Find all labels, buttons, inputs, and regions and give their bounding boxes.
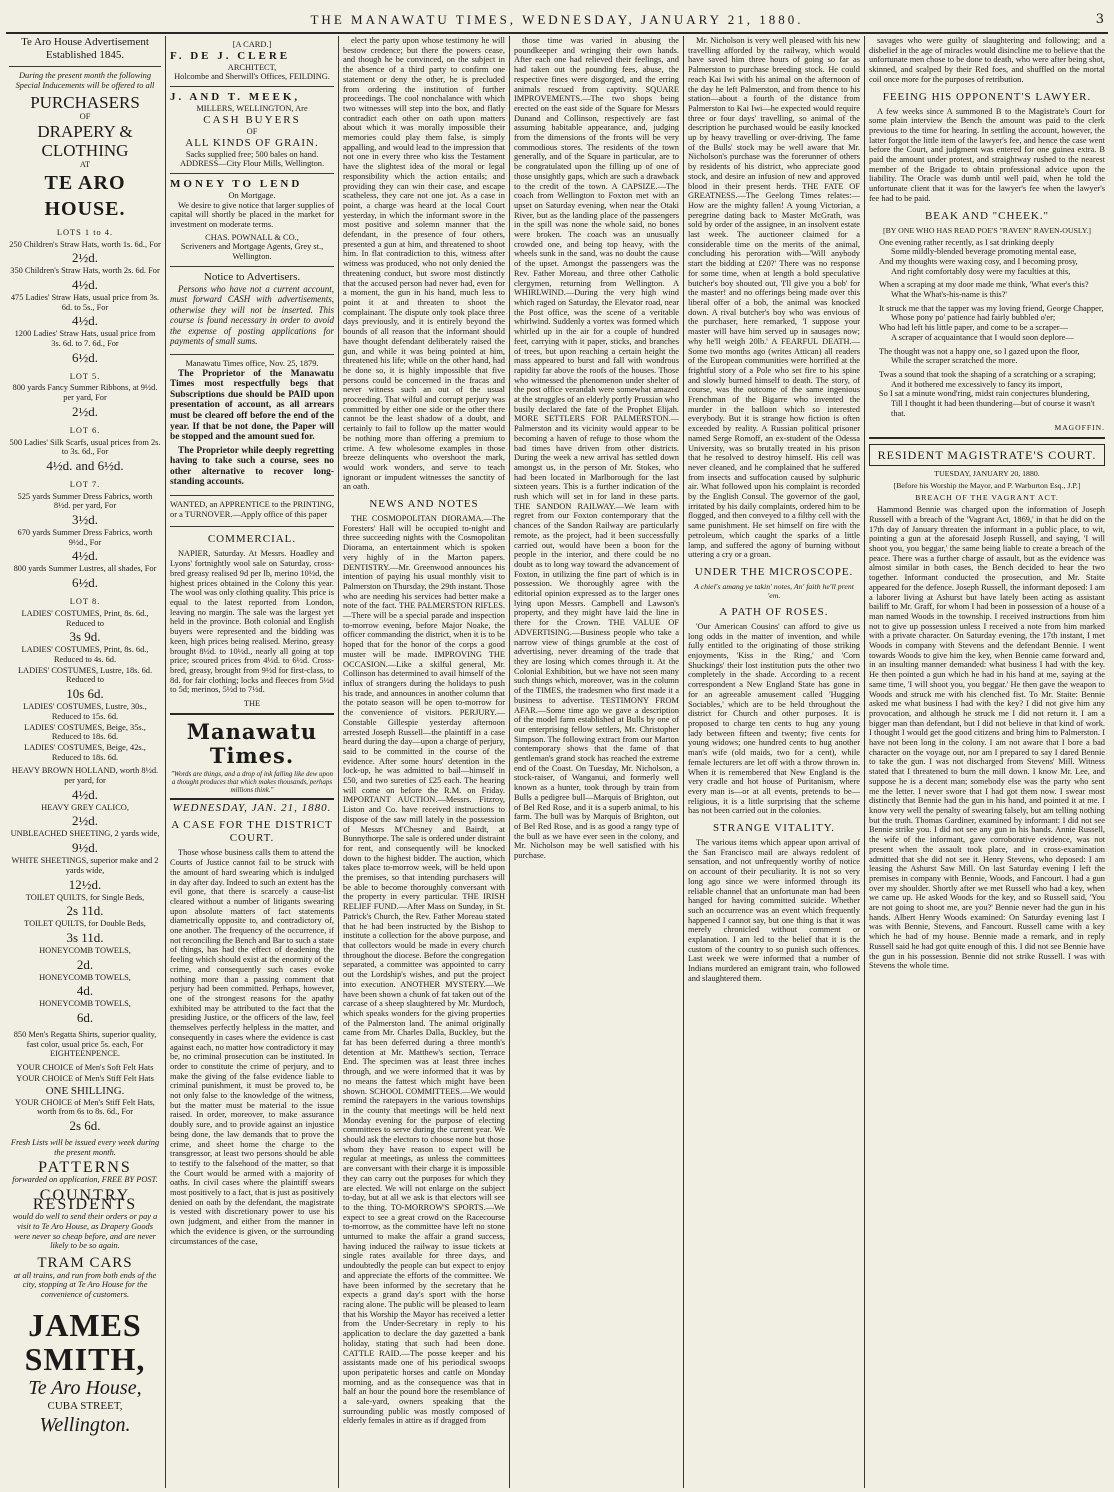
card-label: [A CARD.] (232, 40, 272, 49)
lot-item: LADIES' COSTUMES, Lustre, 30s., Reduced to 15s. 6d. (23, 702, 147, 721)
lot-item: LADIES' COSTUMES, Beige, 42s., Reduced to 18s. 6d. (24, 742, 146, 762)
card-clere (170, 36, 334, 87)
poem-stanza (869, 347, 1105, 366)
lot-heading: LOT 7. (69, 479, 101, 489)
lot-price: 4½d. (72, 276, 98, 292)
advert-signature-city: Wellington. (39, 1413, 131, 1436)
poem-line: When a scraping at my door made me think, 'What ever's this? (879, 280, 1089, 290)
notice-heading: Notice to Advertisers. (203, 270, 301, 283)
advert-heading: Te Aro House Advertisement (21, 36, 149, 48)
money-signature-address: Scriveners and Mortgage Agents, Grey st., Wellington. (180, 242, 324, 262)
item-text: A few weeks since A summoned B to the Magistrate's Court for some plain interview the Bench the amount was paid to the clerk previous to the time for hearing. In settling the account, however, the latter forgot the little item of the lawyer's fee, and hence the case went before the Court, and judgment was entered for one guinea extra. B paid the amount under protest, and straightway rushed to the nearest member of the Brigade to obtain professional advice upon the liability. The Oracle was dumb until well paid, when he told the unfortunate client that it was for the lawyer's fee when the lawyer's fee had to be paid. (869, 106, 1105, 203)
section-heading: UNDER THE MICROSCOPE. (694, 565, 854, 578)
lot-price: 2½d. (72, 250, 98, 266)
money-text: We desire to give notice that larger supplies of capital will shortly be placed in the market for investment on moderate terms. (170, 200, 334, 230)
card-name: F. DE J. CLERE (170, 49, 291, 62)
card-cash-buyers: CASH BUYERS (203, 113, 301, 126)
page-number: 3 (1095, 12, 1104, 27)
lot-price: 2s 11d. (66, 903, 104, 919)
lot-price: 4½d. (72, 548, 98, 564)
poem-line: One evening rather recently, as I sat drinking deeply (879, 237, 1055, 247)
lot-item: 250 Children's Straw Hats, worth 1s. 6d., For (9, 239, 161, 249)
lot-price: 6½d. (72, 575, 98, 591)
card-role: ARCHITECT, (227, 62, 277, 72)
poem-stanza (869, 304, 1105, 343)
column-article-news (340, 36, 508, 1488)
lot-heading: LOTS 1 to 4. (56, 227, 114, 237)
lot-item: LADIES' COSTUMES, Print, 8s. 6d., Reduced to (21, 608, 149, 628)
card-address: ADDRESS—City Flour Mills, Wellington. (179, 159, 325, 169)
times-notice-heading: Manawatu Times office, Nov. 25, 1879. (185, 358, 319, 368)
lot-price: 2d. (76, 956, 94, 972)
lot-heading: LOT 5. (69, 371, 101, 381)
card-address: Holcombe and Sherwill's Offices, FEILDING. (174, 72, 330, 82)
lot-item: 670 yards Summer Dress Fabrics, worth 9½d., For (17, 528, 153, 547)
advert-tram: TRAM CARS (37, 1255, 133, 1271)
advert-house: TE ARO HOUSE. (44, 171, 126, 220)
court-text: Hammond Bennie was charged upon the information of Joseph Russell with a breach of the 'Vagrant Act, 1869,' in that he did on the 17th day of January threaten the informant in a public place, to wit, pointing a gun at the aforesaid Joseph Russell, and saying, 'I will shoot you, you beggar,' the same being liable to create a breach of the peace. There was a further charge of assault, but as the evidence was almost similar in both cases, the Bench decided to hear the two together. Informant conducted the prosecution, and Mr. Staite appeared for the defence. Joseph Russell, the informant deposed: I am a laborer living at Ashurst but have lately been acting as assistant bailiff to Mr. Graff, for whom I had been in possession of a house of a man named Woods in the township. I received instructions from him not to give up possession unless I received a note from him marked with a private character. On Saturday evening, the 17th instant, I met Woods in company with Stevens and the defendant Bennie. I went towards Woods to give him the key, when Bennie came forward and, in an insulting manner demanded: what business I had with the key. He then pointed a gun which he had in his hand at me, saying at the same time, 'I will shoot you, you beggar.' He then gave the weapon to Woods and struck me with his clenched fist. To Mr. Staite: Bennie asked me what business I had with the key? I did not give him any provocation, and although he struck me I did not return it. I am a bigger man than defendant, but I did not believe in that kind of work. I thought I would get the good citizens and bring him to Palmerston. I have not been long in the colony. I am not aware that I bore a bad character on the voyage out, nor am I prepared to say I dared Bennie to take the gun. I was not discharged from Stevens' Mill. Witness stated that I threatened to burn the mill down. I know Mr. Lee, and suppose he is a decent man; somebody else was the party who sent me the letter. I never swore that I had got them now. I swear most distinctly that Bennie had the gun in his hand, and pointed it at me. I know very well the penalty of swearing falsely, but am telling nothing but the truth. Thomas Gardiner, examined by informant: I did not see Bennie strike you. I did not see any gun in his hands. Annie Russell, the wife of the informant, gave corroborative evidence, was not present when the assault took place, and in cross-examination admitted that she did not see it. Henry Stevens, who deposed: I am leasing the Ashurst Saw Mill. On last Saturday evening I left the premises in company with Bennie, Woods, and Fancourt. I had a gun over my shoulder. Shortly after we met Russell who had a key, when we came up. He asked Woods for the key, and so Russell said, 'You are not going to shoot me, are you?' Bennie never had the gun in his hands. Albert Henry Woods examined: On Saturday evening last I was with Bennie, Stevens, and Fancourt. Russell came with a key which he had of my house. Bennie made a remark, and in reply Russell said he had got quite enough of this. I did not see Bennie have the gun in his possession. Bennie did not strike Russell. I was with Stevens the whole time. (869, 505, 1105, 971)
poem-stanza (869, 238, 1105, 277)
card-of: OF (246, 126, 258, 136)
lot-price: 3½d. (72, 512, 98, 528)
card-role: MILLERS, WELLINGTON, Are (196, 104, 308, 114)
poem-line: The thought was not a happy one, so I gazed upon the floor, (879, 346, 1080, 356)
running-header (6, 4, 1108, 34)
lot-item: YOUR CHOICE of Men's Stiff Felt Hats (16, 1073, 154, 1083)
advert-intro: During the present month the following Special Inducements will be offered to all (15, 71, 155, 90)
lot-price: 2s 6d. (69, 1117, 101, 1133)
lot-price: 3s 9d. (69, 629, 101, 645)
lot-price: 10s 6d. (66, 686, 104, 702)
paper-title: Manawatu Times. (170, 713, 334, 768)
column-rule (509, 36, 510, 1488)
lot-item: HEAVY BROWN HOLLAND, worth 8½d. per yard, for (11, 766, 159, 786)
lot-price: 4d. (76, 983, 94, 999)
court-date: TUESDAY, JANUARY 20, 1880. (934, 469, 1040, 479)
poem-line: So I sat a minute wond'ring, midst rain conjectures blundering, (879, 389, 1090, 399)
lot-item: TOILET QUILTS, for Double Beds, (24, 919, 146, 929)
poem-line: Twas a sound that took the shaping of a scratching or a scraping; (879, 369, 1096, 379)
poem-line: It struck me that the tapper was my loving friend, George Chapper, (879, 303, 1104, 313)
poem-subheading: [BY ONE WHO HAS READ POE'S "RAVEN" RAVEN-OUSLY.] (883, 225, 1091, 235)
lot-item: LADIES' COSTUMES, Print, 8s. 6d., Reduced to 4s. 6d. (21, 645, 149, 664)
paper-the: THE (243, 699, 261, 709)
lot-price: 4½d. and 6½d. (46, 457, 124, 473)
lot-heading: LOT 6. (69, 425, 101, 435)
money-signature: CHAS. POWNALL & CO., (205, 232, 299, 242)
advert-tram-text: at all trains, and run from both ends of the city, stopping at Te Aro House for the convenience of customers. (13, 1270, 157, 1300)
poem-line: Whose pony po' patience had fairly bubbled o'er; (891, 313, 1056, 323)
lot-item: HEAVY GREY CALICO, (41, 802, 129, 812)
article-heading: A CASE FOR THE DISTRICT COURT. (171, 819, 333, 845)
lot-price: 2½d. (72, 813, 98, 829)
times-notice-text: The Proprietor of the Manawatu Times most respectfully begs that Subscriptions due should be PAID upon presentation of account, as all arrears must be cleared off before the end of the year. If that be not done, the Paper will be stopped and the amount sued for. (170, 368, 334, 443)
advert-patterns: PATTERNS (38, 1159, 132, 1177)
commercial-text: NAPIER, Saturday. At Messrs. Hoadley and Lyons' fortnightly wool sale on Saturday, cross-bred greasy realised 9d per lb, merino 10½d, the highest prices obtained in the Colony this year. The wool was only clothing quality. This price is equal to the latest reported from London, leaving no margin. The sale was the largest yet held in the province. Both colonial and English buyers were represented and the bidding was keen, high prices being realised. Merino, greasy brought 8½d. to 10½d., nearly all going at top price; scoured prices from 4½d. to 6½d. Cross-bred, greasy, brought from 9½d for first-class, to 8d. for fair clothing; locks and fleeces from 5½d to 5d; merinos, 5½d to 7½d. (170, 549, 334, 695)
lot-item: HONEYCOMB TOWELS, (39, 945, 131, 955)
advert-purchasers: PURCHASERS (30, 93, 140, 113)
advert-of: OF (79, 112, 91, 122)
advert-signature: JAMES SMITH, (24, 1306, 146, 1377)
lot-item: HONEYCOMB TOWELS, (39, 972, 131, 982)
column-te-aro-advert (6, 36, 164, 1488)
lot-item: 800 yards Fancy Summer Ribbons, at 9½d. per yard, For (12, 383, 158, 403)
lot-item: YOUR CHOICE of Men's Soft Felt Hats (16, 1063, 154, 1073)
card-meek (170, 87, 334, 174)
section-motto: A chiel's amang ye takin' notes, An' faith he'll prent 'em. (694, 581, 854, 600)
commercial-heading: COMMERCIAL. (207, 533, 297, 546)
advert-established: Established 1845. (45, 49, 125, 61)
paper-motto: "Words are things, and a drop of ink falling like dew upon a thought produces that which makes thousands, perhaps millions think." (170, 770, 334, 800)
lot-item: LADIES' COSTUMES, Lustre, 18s. 6d. Reduced to (17, 665, 153, 685)
lot-price: ONE SHILLING. (45, 1084, 125, 1097)
card-grain: ALL KINDS OF GRAIN. (185, 136, 319, 149)
poem-line: And it bothered me excessively to fancy its import, (891, 379, 1063, 389)
article-text: Those whose business calls them to attend the Courts of Justice cannot fail to be struck with the amount of hard swearing which is indulged in day after day. Indeed to such an extent has the evil gone, that there is scarcely a cause-list cleared without a number of litigants swearing upon absolute matters of fact statements diametrically opposite to, and contradictory of, one another. The frequency of the occurrence, if not reconciling the Bench and Bar to such a state of things, has had the effect of deadening the feeling which should exist at the enormity of the crime, and consequently such cases evoke nothing more than a passing comment that perjury had been committed. Perhaps, however, one of the strongest reasons for the apathy exhibited may be attributed to the fact that the presiding Justice, or the officers of the law, feel themselves perfectly helpless in the matter, and consequently in cases where the evidence is cast against each, no matter how contradictory it may be, no criminal prosecution can be instituted. In order to constitute the crime of perjury, and to make the giving of the false evidence liable to criminal punishment, it must be proved to, be not only false to the knowledge of the witness, but the matter must be material to the issue raised. In order, moreover, to make assurance doubly sure, and to provide against an injustice being done, the law demands that to prove the crime, and sheet home the charge to the transgressor, at least two persons should be able to testify to the falsehood of the matter, so that the Court would be armed with a majority of oaths. In civil cases where the plaintiff swears most positively to a fact, that is just as positively denied on oath by the defendant, the magistrate is vested with discretionary power to use his own judgment, and either from the manner in which the evidence is given, or the surrounding circumstances of the case, (170, 848, 334, 1246)
advert-country: COUNTRY RESIDENTS (32, 1186, 138, 1214)
lot-item: 350 Children's Straw Hats, worth 2s. 6d. For (10, 266, 160, 276)
times-notice (170, 355, 334, 496)
lot-item: 500 Ladies' Silk Scarfs, usual prices from 2s. to 3s. 6d., For (9, 437, 161, 457)
item-heading: A PATH OF ROSES. (719, 605, 829, 618)
poem-line: And right comfortably dosy were my faculties at this, (891, 266, 1071, 276)
lot-item: HONEYCOMB TOWELS, (39, 999, 131, 1009)
lot-item: TOILET QUILTS, for Single Beds, (25, 892, 145, 902)
advert-patterns-sub: forwarded on application, FREE BY POST. (12, 1175, 158, 1185)
lot-price: 9½d. (72, 840, 98, 856)
poem-heading: BEAK AND "CHEEK." (924, 209, 1050, 222)
card-money (170, 174, 334, 267)
news-text: Mr. Nicholson is very well pleased with his new travelling afforded by the railway, which would have saved him three hours of going so far as Palmerston to purchase breeding stock. He could reach Kai Iwi with his animal on the afternoon of the day he left Palmerston, and from thence to his station—about a fourth of the distance from Palmerston to Kai Iwi—he expected would require three or four days' travelling, so animal of the description he purchased would be easily knocked up by heavy travelling or over-driving. The fame of the Bulls' stock may be well aware that Mr. Nicholson's purchase was the forerunner of others by residents of his district, who appreciate good stock, and desire an infusion of new and approved blood in their present herds. THE FATE OF GREATNESS.—The Geelong Times relates:—How are the mighty fallen! A young Victorian, a peregrine dating back to Master McGrath, was sold by order of the assignee, in an insolvent estate last week. The auctioneer claimed for a considerable time on the merits of the animal, concluding his peroration with—'Will anybody start the bidding at £20?' There was no response for some time, when at length a bold speculative butcher's boy shouted out, 'I'll give you a bob' for the master! and no offerings being made over this liberal offer of a bob, the animal was knocked down. A rival butcher's boy who was envious of the purchaser, here remarked, 'I suppose your master will have him served up in sausages now; why he'll weigh 20lb.' A FEARFUL DEATH.—Some two months ago (writes Attican) all readers of the European communities were horrified at the frightful story of a Pole who set fire to his spine and slowly burned himself to death. The story, of course, was the outcome of the same ingenious Frenchman of the Bigarre who invented the murder in the balloon which so interested everybody. But it is strange how fiction is often exceeded by reality. A Russian political prisoner named Serge Romoff, an ex-student of the Odessa University, was so brutally treated in his prison that he resolved to destroy himself. His cell was never cleaned, and he complained that he suffered from insects and suffocation caused by sulphuric air. What followed upon his complaint is recorded by the English Consul. The governor of the gaol, irritated by his daily complaints, ordered him to be flogged, and then conveyed to a filthy cell with the same punishment. He set himself on fire with the petroleum, which caught the sparks of a little lamp, and suffered the agony of burning without uttering a cry or a groan. (688, 36, 860, 560)
column-court (866, 36, 1108, 1488)
lot-price: 6½d. (72, 349, 98, 365)
lot-item: 475 Ladies' Straw Hats, usual price from 3s. 6d. to 5s., For (10, 292, 160, 312)
poem-line: A scraper of acquaintance that I would soon deplore— (891, 332, 1074, 342)
news-text: THE COSMOPOLITAN DIORAMA.—The Foresters' Hall will be occupied to-night and three succeeding nights with the Cosmopolitan Diorama, an entertainment which is spoken very highly of in the Marton papers. DENTISTRY.—Mr. Greenwood announces his intention of paying his usual monthly visit to Palmerston on Thursday, the 29th instant. Those who are needing his services had better make a note of the fact. THE PALMERSTON RIFLES.—There will be a special parade and inspection to-morrow evening, before Major Noake, the officer commanding the district, when it is to be hoped that for the honor of the corps a good muster will be made. IMPROVING THE OCCASION.—Like a skilful general, Mr. Collinson has determined to avail himself of the influx of strangers during the holidays to push his trade, and announces in another column that the potato season will be open to-morrow for the convenience of visitors. PERJURY.—Constable Gillespie yesterday afternoon arrested Joseph Russell—the plaintiff in a case heard during the day—upon a charge of perjury, said to be committed in the course of the evidence. After some hours' detention in the lock-up, he was admitted to bail—himself in £50, and two sureties of £25 each. The hearing will come on before the R.M. on Friday. IMPORTANT AUCTION.—Messrs. Fitzroy, Liston and Co. have received instructions to dispose of the saw mill lately in the possession of Messrs M'Chesney and Bairdt, at Bunnythorpe. The sale is ordered under distraint for rent, and consequently will be knocked down to the highest bidder. The auction, which takes place to-morrow week, will be held upon the premises, so that intending purchasers will be able to become thoroughly conversant with the property in every particular. THE IRISH RELIEF FUND.—After Mass on Sunday, in St. Patrick's Church, the Rev. Father Moreau stated that he had been instructed by the Bishop to institute a collection for the above purpose, and that collectors would be made in every church throughout the diocese. Before the congregation separated, a committee was appointed to carry out the Lordship's wishes, and put the project into execution. ANOTHER MYSTERY.—We have been shown a chunk of fat taken out of the carcase of a sheep slaughtered by Mr. Murdoch, which speaks wonders for the giving properties of the Palmerston land. The animal originally came from Mr. Charles Dalla, Buckley, but the fat has been deferred during a three month's detention at Mr. Matthew's section, Terrace End. The specimen was at least three inches through, and we were informed that it was by no means the fattest which might have been shown. SCHOOL COMMITTEES.—We would remind the ratepayers in the various townships in the county that meetings will be held next Monday evening for the purpose of electing committees to serve during the current year. We should ask the electors to choose none but those whom they have reason to expect will be regular at meetings, as unless the committees are conversant with their charge it is impossible they can carry out the purposes for which they are elected. We will not enlarge on the subject to-day, but at all we ask is that electors will see to the thing. TO-MORROW'S SPORTS.—We expect to see a great crowd on the Racecourse to-morrow, as the committee have left no stone unturned to make the affair a grand success, having induced the railway to issue tickets at single rates available for three days, and undoubtedly the people can but expect to enjoy and appreciate the efforts of the committee. We have been informed by the secretary that he expects a grand day's sport with the horse racing alone. The public will be pleased to learn that his Worship the Mayor has received a letter from the Under-Secretary in reply to his application to declare the day gazetted a bank holiday, stating that such had been done. CATTLE RAID.—The posse keeper and his assistants made one of his periodical swoops upon peripatetic horses and cattle on Monday morning, and as the consequence was that in half an hour the pound bore the resemblance of a sale-yard, owners speaking that the surrounding public was mostly composed of elderly females in attire as if dragged from (343, 514, 505, 1426)
money-heading: MONEY TO LEND (170, 177, 303, 190)
item-text: 'Our American Cousins' can afford to give us long odds in the matter of invention, and while fully entitled to the originating of those striking enjoyments, 'Kiss in the Ring,' and 'Corn Shuckings' their lost institution puts the other two completely in the shade. According to a recent correspondent a New England State has gone in for an agreeable amusement called 'Hugging Sociables,' which are to be held throughout the district for Church and other purposes. It is proposed to charge ten cents to hug any young lady between fifteen and twenty; five cents for young widows; one hundred cents to hug another man's wife (old maids, two for a cent), while female lecturers are let off with a throw thrown in. When it is remembered that New England is the very cradle and hot house of Puritanism, where every man is—or at all events, pretends to be—religious, it is a little surprising that the scheme has not been carried out in the colonies. (688, 621, 860, 816)
item-heading: STRANGE VITALITY. (712, 822, 836, 835)
poem-line: And my thoughts were waxing cosy, and I becoming prosy, (879, 256, 1078, 266)
poem-stanza (869, 280, 1105, 299)
times-notice-text: The Proprietor while deeply regretting having to take such a course, sees no other alternative to recover long-standing accounts. (170, 445, 334, 488)
wanted-text: WANTED, an APPRENTICE to the PRINTING, or a TURNOVER.—Apply office of this paper (170, 500, 334, 519)
card-name: J. AND T. MEEK, (170, 91, 301, 104)
column-microscope (685, 36, 863, 1488)
court-bench: [Before his Worship the Mayor, and P. Warburton Esq., J.P.] (893, 481, 1081, 491)
poem-line: Who had left his little paper, and come to be a scraper— (879, 323, 1068, 333)
column-rule (864, 36, 865, 1488)
paper-dateline: WEDNESDAY, JAN. 21, 1880. (172, 801, 332, 814)
wanted-ad (170, 496, 334, 527)
advert-country-text: would do well to send their orders or pay a visit to Te Aro House, as Drapery Goods were never so cheap before, and are never likely to be so again. (12, 1212, 158, 1251)
lot-price: 4½d. (72, 786, 98, 802)
lot-item: WHITE SHEETINGS, superior make and 2 yards wide, (11, 856, 159, 875)
lot-price: 4½d. (72, 313, 98, 329)
poem-line: Till I thought it had been thundering—but of course it wasn't that. (891, 399, 1095, 418)
column-news-continued (511, 36, 682, 1488)
news-heading: NEWS AND NOTES (369, 498, 479, 511)
lot-price: 6d. (76, 1010, 94, 1026)
advert-drapery: DRAPERY & CLOTHING (37, 122, 133, 161)
lot-item: UNBLEACHED SHEETING, 2 yards wide, (10, 829, 160, 839)
lot-item: 850 Men's Regatta Shirts, superior quality, fast color, usual price 5s. each, For EIGHTEENPENCE. (13, 1030, 157, 1059)
column-rule (338, 36, 339, 1488)
lot-item: 1200 Ladies' Straw Hats, usual price from 3s. 6d. to 7. 6d., For (14, 329, 156, 349)
advert-signature-house: Te Aro House, (28, 1376, 142, 1399)
advert-signature-street: CUBA STREET, (47, 1399, 123, 1412)
court-subheading: BREACH OF THE VAGRANT ACT. (915, 493, 1059, 503)
poem-line: What the What's-his-name is this?' (891, 290, 1007, 300)
article-text: elect the party upon whose testimony he will bestow credence; but there the powers cease, and though he be convinced, on the subject in the absence of a third party to confirm one statement or deny the other, he is precluded from ordering the institution of further proceedings. The cool nonchalance with which two witnesses will step into the box, and flatly contradict each other on oath upon matters about which it was morally impossible their memories could play them false, is simply appalling, and would lead to the impression that not one in every three who kiss the Testament have the slightest idea of the moral or legal responsibility which the action entails; and providing they can win their case, and escape scatheless, they care not one jot. As a case in point, a charge was heard at the local Court yesterday, in which the informant swore in the most positive and solemn manner that the defendant, in the presence of four others, presented a gun at him, and threatened to shoot him. In flat contradiction to this, witness after witness was produced, who not only denied the threatening conduct, but swore most distinctly that the accused person had never had, even for a moment, the gun in his hand, much less to point it at and threaten to shoot the complainant. The dispute only took place three days previously, and it is entirely beyond the bounds of all reason that the informant should have thought defendant deliberately raised the gun, and while it was being pointed at him, threatened his life; while on the other hand, had he done so, it is highly impossible that five persons could be concerned in the fracas and never witness such an out of the usual proceeding. That wilful and corrupt perjury was committed by either one side or the other there cannot be the least shadow of a doubt, and certainly to fail to follow up the matter would be nothing more than offering a premium to crime. A few wholesome examples in those breeze delinquents who overshoot the mark, would work wonders, and serve to teach ignorant or impudent witnesses the sanctity of an oath. (343, 36, 505, 492)
poem-line: Some mildly-blended beverage promoting mental ease, (891, 247, 1077, 257)
lot-item: LADIES' COSTUMES, Beige, 35s., Reduced to 18s. 6d. (24, 722, 146, 742)
lot-item: YOUR CHOICE of Men's Stiff Felt Hats, worth from 6s to 8s. 6d., For (15, 1097, 155, 1117)
column-rule (683, 36, 684, 1488)
poem-signature: MAGOFFIN. (1054, 422, 1105, 432)
column-notices (167, 36, 337, 1488)
money-subheading: On Mortgage. (228, 190, 276, 200)
lot-heading: LOT 8. (69, 597, 101, 607)
notice-text: Persons who have not a current account, must forward CASH with advertisements, otherwise they will not be inserted. This course is found necessary in order to avoid the expense of posting applications for payments of small sums. (170, 283, 334, 347)
item-text: savages who were guilty of slaughtering and following; and a disbelief in the age of miracles would disincline me to believe that the unfortunate men chose to be done to death, who were after being shot, skinned, and scalped by their Red foes, and shuffled on the mortal coil once more for the purposes of retribution. (869, 36, 1105, 84)
advert-at: AT (79, 160, 91, 170)
advert-fresh-lists: Fresh Lists will be issued every week during the present month. (10, 1137, 160, 1157)
poem-line: While the scraper scratched the more. (891, 356, 1018, 366)
card-sacks: Sacks supplied free; 500 bales on hand. (185, 149, 319, 159)
item-heading: FEEING HIS OPPONENT'S LAWYER. (882, 90, 1092, 103)
column-rule (165, 36, 166, 1488)
notice-advertisers (170, 267, 334, 355)
news-text: those time was varied in abusing the poundkeeper and wringing their own hands. After each one had relieved their feelings, and had taken out the pounding fees, abuse, the respective fines were disgorged, and the erring animals rescued from captivity. SQUARE IMPROVEMENTS.—The two shops being erected on the east side of the Square for Messrs Dunand and Collinson, respectively are fast assuming habitable appearance, and, judging from the dimensions of the fronts will be very commodious stores. The residents of the town generally, and of the Square in particular, are to be congratulated upon the filling up of one of those unsightly gaps, which are such a drawback to the credit of the town. A CAPSIZE.—The coach from Wellington to Foxton met with an upset on Saturday evening, when near the Otaki River, but as the landing place of the passengers in the spill was none the whole said, no bones were broken. The coach was an unusually crowded one, and being top heavy, with the wheels sunk in the sand, was no doubt the cause of the upset. Amongst the passengers was the Rev. Father Moreau, and three other Catholic clergymen, returning from Wellington. A WHIRLWIND.—During the very high wind which raged on Saturday, the Elevator road, near the Post office, was the scene of a veritable whirlwind. Suddenly a vortex was formed which whirled up in the air for a couple of hundred feet, carrying with it paper, sticks, and branches of trees, but upon reaching a certain height the mass appeared to burst and fall with wondrous rapidity far above the roofs of the houses. Those who witnessed the phenomenon under shelter of the post office verandah were somewhat amazed at the struggles of an elderly portly Prussian who busily declared the fate of the Prophet Elijah. MORE SETTLERS FOR PALMERSTON.—Palmerston and its vicinity would appear to be becoming a haven of refuge to those whom the bad times have driven from other districts. During the week a new arrival has settled down amongst us, in the person of Mr. Stokes, who had been located in Marlborough for the last sixteen years. This is a further indication of the rush which will set in for land in these parts. THE SANDON RAILWAY.—We learn with regret from our Foxton contemporary that the chances of the Sandon Railway are particularly remote, as the project, had it been successfully carried out, would have been a boon for the people in the interior, and there could be no doubt as to long way toward the advancement of Foxton, in utilizing the fine part of which is in possession. We thoroughly agree with the editorial opinion expressed as to the larger ones lying upon Messrs. Campbell and Lawson's property, and they might have laid the line in there for the Crown. THE VALUE OF ADVERTISING.—Business people who take a narrow view of things grumble at the cost of advertising, never dreaming of the trade that they are losing which comes through it. At the Colonial Exhibition, but we have not seen many such things which, moreover, was in the column of the TIMES, the tradesmen who first made it a business to advertise. TESTIMONY FROM AFAR.—Some time ago we gave a description of the model farm established at Bulls by one of our enterprising fellow settlers, Mr. Christopher Simpson. The following extract from our Marton contemporary shows that the fame of that gentleman's grand stock has reached the extreme end of the Coast. On Tuesday, Mr. Nicholson, a stock-raiser, of Wanganui, and formerly well known as a hunter, took through by train from Bulls a pedigree bull—Marquis of Brighton, out of Bel Red Rose, and it is a superb animal, to his farm. The bull was by Marquis of Brighton, out of Bel Red Rose, and is as good a rangy type of the bull as we have ever seen in the colony, and Mr. Nicholson may be well satisfied with his purchase. (514, 36, 679, 861)
lot-item: 525 yards Summer Dress Fabrics, worth 8½d. per yard, For (17, 491, 153, 511)
lot-item: 800 yards Summer Lustres, all shades, For (13, 564, 157, 574)
lot-price: 2½d. (72, 403, 98, 419)
lot-price: 3s 11d. (66, 929, 104, 945)
running-header-title: THE MANAWATU TIMES, WEDNESDAY, JANUARY 21, 1880. (310, 12, 804, 27)
item-text: The various items which appear upon arrival of the San Francisco mail are always redolent of sensation, and not unfrequently worthy of notice on account of their peculiarity. It is not so very long ago since we were informed through its reliable channel that an unfortunate man had been hanged for having committed suicide. Whether such an occurrence was an event which frequently happened I cannot say, but one thing is that it was merely chronicled without comment or explanation. I am led to the belief that it is the custom of the country to so punish such offences. Last week we were informed that a number of Indians murdered an emigrant train, who followed and slaughtered them. (688, 838, 860, 983)
poem-stanza (869, 370, 1105, 419)
lot-price: 12½d. (68, 876, 102, 892)
court-heading: RESIDENT MAGISTRATE'S COURT. (869, 444, 1105, 466)
